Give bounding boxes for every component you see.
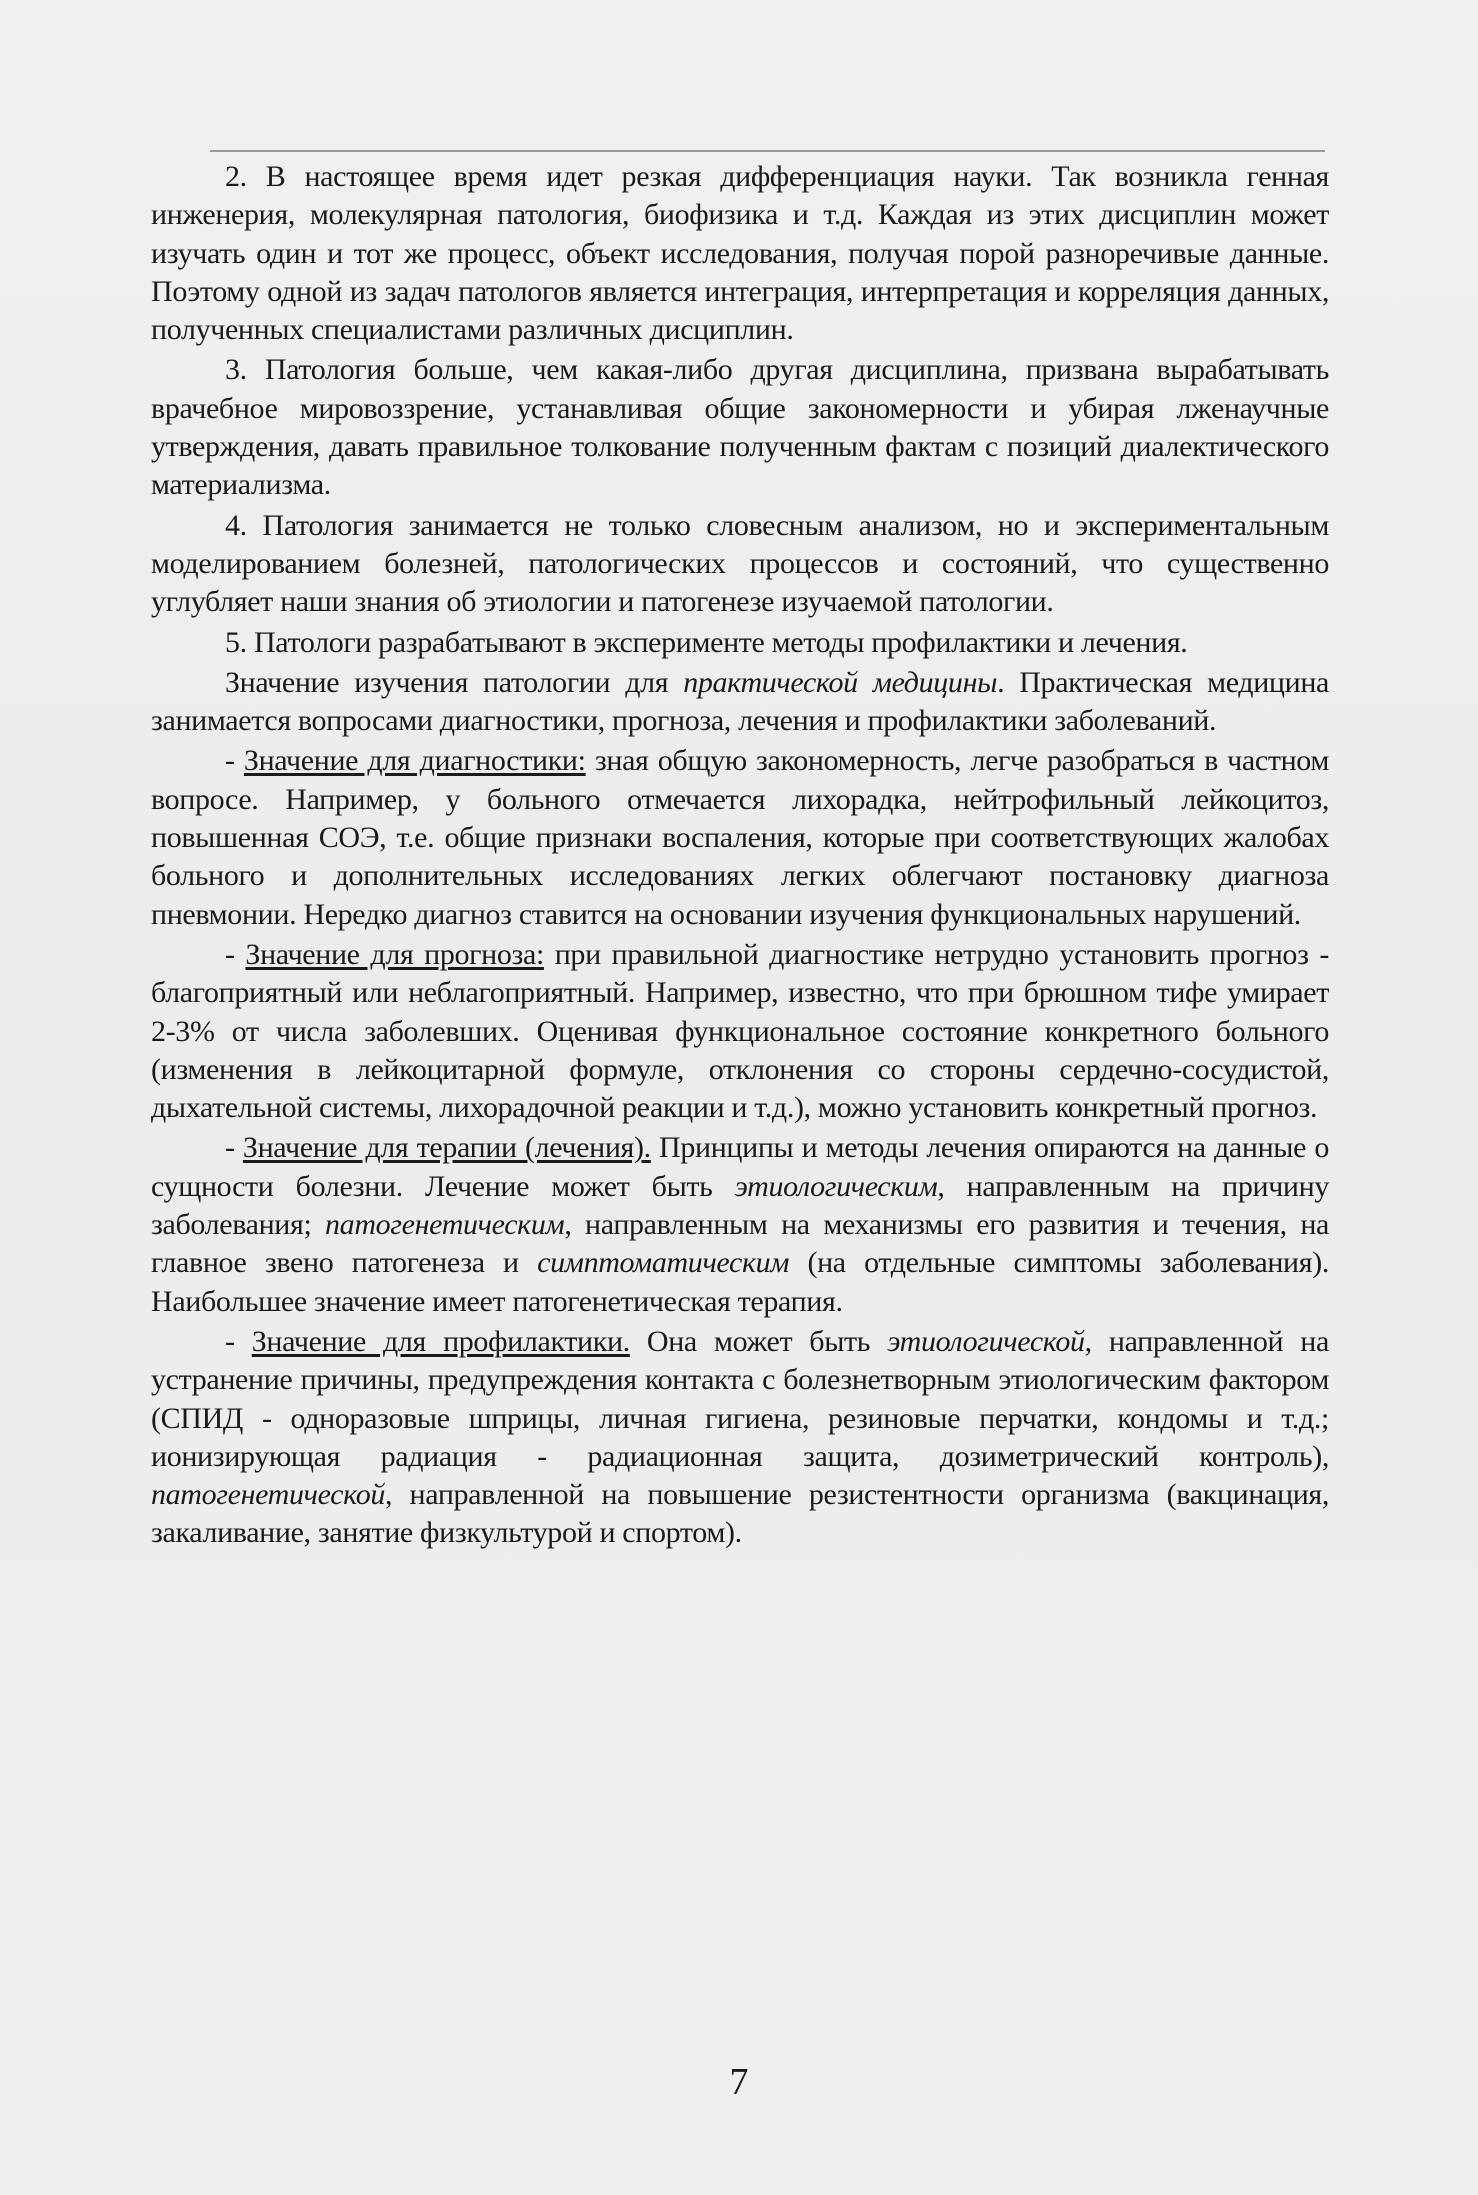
prognosis-heading: Значение для прогноза: xyxy=(245,937,544,971)
practice-text-start: Значение изучения патологии для xyxy=(225,665,684,699)
therapy-text-2: , направленным на причину заболевания; xyxy=(151,1169,1329,1242)
therapy-italic-pathogenetic: патогенетическим xyxy=(325,1208,565,1242)
paragraph-prognosis xyxy=(151,936,1329,1127)
header-rule xyxy=(210,150,1325,152)
page-number: 7 xyxy=(729,2061,749,2103)
therapy-text-4: (на отдельные симптомы заболевания). Наибольшее значение имеет патогенетическая терапия. xyxy=(151,1246,1329,1318)
prevention-italic-pathogenetic: патогенетической xyxy=(151,1478,385,1512)
practice-italic-term: практической медицины xyxy=(683,665,998,699)
paragraph-therapy xyxy=(151,1129,1329,1320)
prevention-dash: - xyxy=(225,1324,252,1358)
paragraph-5: 5. Патологи разрабатывают в эксперименте методы профилактики и лечения. xyxy=(225,625,1188,659)
diagnostics-heading: Значение для диагностики: xyxy=(243,744,586,778)
prognosis-dash: - xyxy=(225,937,246,971)
paragraph-diagnostics xyxy=(151,742,1329,933)
therapy-dash: - xyxy=(225,1131,243,1165)
therapy-text-1: Принципы и методы лечения опираются на данные о сущности болезни. Лечение может быть xyxy=(151,1131,1329,1203)
therapy-italic-etiological: этиологическим xyxy=(734,1169,938,1203)
prognosis-text: при правильной диагностике нетрудно установить прогноз - благоприятный или неблагоприятный. Например, известно, что при брюшном тифе умирает 2-3% от числа заболевших. Оценивая функциональное состояние конкретного больного (изменения в лейкоцитарной формуле, отклонения со стороны сердечно-сосудистой, дыхательной системы, лихорадочной реакции и т.д.), можно установить конкретный прогноз. xyxy=(151,937,1330,1125)
prevention-text-3: , направленной на повышение резистентности организма (вакцинация, закаливание, занятие физкультурой и спортом). xyxy=(151,1478,1329,1550)
prevention-text-1: Она может быть xyxy=(629,1324,888,1358)
paragraph-3: 3. Патология больше, чем какая-либо другая дисциплина, призвана вырабатывать врачебное мировоззрение, устанавливая общие закономерности и убирая лженаучные утверждения, давать правильное толкование полученным фактам с позиций диалектического материализма. xyxy=(151,353,1329,502)
page-body-text xyxy=(151,158,1329,1553)
practice-text-end: . Практическая медицина занимается вопросами диагностики, прогноза, лечения и профилактики заболеваний. xyxy=(151,665,1329,738)
prevention-italic-etiological: этиологической xyxy=(887,1324,1085,1358)
prevention-text-2: , направленной на устранение причины, предупреждения контакта с болезнетворным этиологическим фактором (СПИД - одноразовые шприцы, личная гигиена, резиновые перчатки, кондомы и т.д.; ионизирующая радиация - радиационная защита, дозиметрический контроль), xyxy=(151,1324,1329,1473)
prevention-heading: Значение для профилактики. xyxy=(251,1324,630,1358)
diagnostics-text: зная общую закономерность, легче разобраться в частном вопросе. Например, у больного отмечается лихорадка, нейтрофильный лейкоцитоз, повышенная СОЭ, т.е. общие признаки воспаления, которые при соответствующих жалобах больного и дополнительных исследованиях легких облегчают постановку диагноза пневмонии. Нередко диагноз ставится на основании изучения функциональных нарушений. xyxy=(151,744,1329,931)
therapy-italic-symptomatic: симптоматическим xyxy=(537,1246,790,1280)
therapy-text-3: , направленным на механизмы его развития и течения, на главное звено патогенеза и xyxy=(151,1208,1329,1280)
paragraph-2: 2. В настоящее время идет резкая дифференциация науки. Так возникла генная инженерия, молекулярная патология, биофизика и т.д. Каждая из этих дисциплин может изучать один и тот же процесс, объект исследования, получая порой разноречивые данные. Поэтому одной из задач патологов является интеграция, интерпретация и корреляция данных, полученных специалистами различных дисциплин. xyxy=(151,160,1329,347)
diagnostics-dash: - xyxy=(225,744,244,778)
paragraph-prevention xyxy=(151,1323,1329,1553)
therapy-heading: Значение для терапии (лечения). xyxy=(242,1131,651,1165)
paragraph-practical-medicine xyxy=(151,664,1329,741)
paragraph-4: 4. Патология занимается не только словесным анализом, но и экспериментальным моделированием болезней, патологических процессов и состояний, что существенно углубляет наши знания об этиологии и патогенезе изучаемой патологии. xyxy=(151,508,1329,619)
